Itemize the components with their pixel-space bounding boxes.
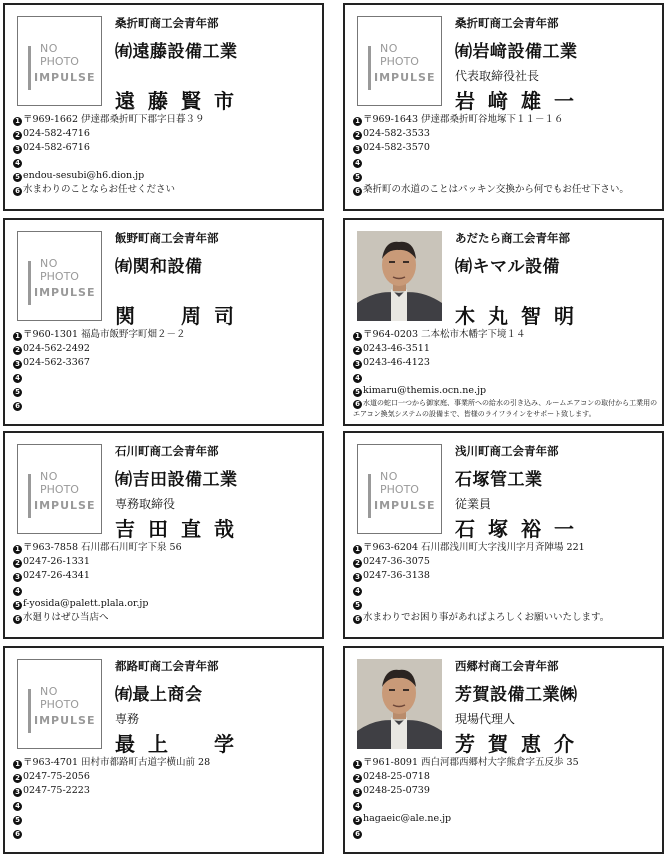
number-marker: 2 (13, 346, 22, 355)
no-photo-placeholder: NO PHOTO IMPULSE (357, 16, 442, 106)
company-name: ㈲関和設備 (115, 257, 203, 277)
job-title: 専務 (115, 712, 140, 726)
no-photo-placeholder: NO PHOTO IMPULSE (17, 659, 102, 749)
business-card (3, 3, 324, 211)
info-text: 0243-46-3511 (363, 343, 430, 354)
number-marker: 2 (353, 131, 362, 140)
business-card (343, 646, 664, 854)
info-text: 0247-26-1331 (23, 556, 90, 567)
person-name: 遠藤賢市 (115, 89, 247, 113)
info-text: 〒964-0203 二本松市木幡字下境１４ (363, 329, 526, 340)
number-marker: 6 (13, 187, 22, 196)
number-marker: 5 (353, 601, 362, 610)
company-name: ㈲最上商会 (115, 685, 203, 705)
number-marker: 6 (13, 402, 22, 411)
info-text: 024-582-3570 (363, 142, 430, 153)
number-marker: 3 (13, 573, 22, 582)
contact-info (353, 541, 663, 625)
info-text: 水まわりでお困り事があればよろしくお願いいたします。 (363, 612, 610, 623)
association-name: 桑折町商工会青年部 (455, 16, 559, 30)
association-name: 石川町商工会青年部 (115, 444, 219, 458)
business-card (3, 218, 324, 426)
info-line (13, 384, 323, 398)
info-line (353, 555, 663, 569)
info-line (13, 113, 323, 127)
info-line (353, 541, 663, 555)
company-name: ㈲キマル設備 (455, 257, 560, 277)
job-title: 代表取締役社長 (455, 69, 540, 83)
number-marker: 5 (13, 388, 22, 397)
number-marker: 2 (353, 346, 362, 355)
association-name: 都路町商工会青年部 (115, 659, 219, 673)
job-title: 現場代理人 (455, 712, 516, 726)
info-line (353, 384, 663, 398)
number-marker: 1 (353, 332, 362, 341)
number-marker: 4 (353, 374, 362, 383)
number-marker: 4 (353, 159, 362, 168)
number-marker: 5 (13, 601, 22, 610)
info-text: f-yosida@palett.plala.or.jp (23, 598, 149, 609)
no-photo-placeholder: NO PHOTO IMPULSE (17, 231, 102, 321)
info-line (13, 127, 323, 141)
number-marker: 1 (13, 545, 22, 554)
info-text: 0243-46-4123 (363, 357, 430, 368)
info-line (353, 611, 663, 625)
info-line (13, 812, 323, 826)
number-marker: 5 (353, 388, 362, 397)
company-name: ㈲遠藤設備工業 (115, 42, 238, 62)
no-photo-placeholder: NO PHOTO IMPULSE (357, 444, 442, 534)
number-marker: 3 (13, 360, 22, 369)
info-line (353, 770, 663, 784)
info-line (13, 169, 323, 183)
association-name: 西郷村商工会青年部 (455, 659, 559, 673)
info-line (13, 611, 323, 625)
info-text: 水廻りはぜひ当店へ (23, 612, 109, 623)
business-card (343, 3, 664, 211)
number-marker: 3 (353, 573, 362, 582)
info-line (13, 398, 323, 412)
info-line (13, 597, 323, 611)
person-name: 最上 学 (115, 732, 247, 756)
info-text: 桑折町の水道のことはパッキン交換から何でもお任せ下さい。 (363, 184, 629, 195)
info-text: 〒960-1301 福島市飯野字町畑２－２ (23, 329, 186, 340)
company-name: ㈲岩﨑設備工業 (455, 42, 578, 62)
person-photo (357, 231, 442, 321)
info-text: 0247-36-3138 (363, 570, 430, 581)
info-line (353, 798, 663, 812)
info-line (353, 583, 663, 597)
job-title: 専務取締役 (115, 497, 176, 511)
job-title: 従業員 (455, 497, 492, 511)
info-line (353, 342, 663, 356)
number-marker: 1 (13, 760, 22, 769)
number-marker: 5 (13, 173, 22, 182)
info-text: 0248-25-0739 (363, 785, 430, 796)
info-line (353, 141, 663, 155)
contact-info (13, 756, 323, 840)
info-text: 〒969-1662 伊達郡桑折町下郡字日暮３９ (23, 114, 205, 125)
contact-info (353, 113, 663, 197)
info-line (13, 155, 323, 169)
info-text: 〒961-8091 西白河郡西郷村大字熊倉字五反歩 35 (363, 757, 579, 768)
association-name: 飯野町商工会青年部 (115, 231, 219, 245)
company-name: ㈲吉田設備工業 (115, 470, 238, 490)
info-line (353, 113, 663, 127)
info-line (353, 169, 663, 183)
info-line (353, 183, 663, 197)
number-marker: 3 (13, 788, 22, 797)
info-text: endou-sesubi@h6.dion.jp (23, 170, 145, 181)
person-name: 吉田直哉 (115, 517, 247, 541)
contact-info (353, 756, 663, 840)
info-line (353, 398, 663, 419)
info-line (353, 812, 663, 826)
person-name: 芳賀恵介 (455, 732, 587, 756)
number-marker: 4 (13, 374, 22, 383)
info-line (13, 555, 323, 569)
number-marker: 3 (353, 788, 362, 797)
number-marker: 4 (353, 587, 362, 596)
business-card (3, 431, 324, 639)
number-marker: 2 (13, 559, 22, 568)
number-marker: 5 (353, 816, 362, 825)
number-marker: 4 (353, 802, 362, 811)
info-line (13, 356, 323, 370)
number-marker: 4 (13, 802, 22, 811)
info-text: 0248-25-0718 (363, 771, 430, 782)
number-marker: 1 (353, 117, 362, 126)
number-marker: 2 (13, 131, 22, 140)
info-text: 0247-36-3075 (363, 556, 430, 567)
number-marker: 6 (13, 830, 22, 839)
info-line (13, 541, 323, 555)
info-text: 水道の蛇口一つから御家庭、事業所への給水の引き込み、ルームエアコンの取付から工業用のエアコン換気システムの設備まで、皆様のライフラインをサポート致します。 (353, 399, 658, 418)
info-line (353, 597, 663, 611)
info-line (13, 342, 323, 356)
contact-info (13, 113, 323, 197)
person-name: 岩﨑雄一 (455, 89, 587, 113)
number-marker: 2 (13, 774, 22, 783)
number-marker: 3 (13, 145, 22, 154)
info-text: 水まわりのことならお任せください (23, 184, 176, 195)
no-photo-placeholder: NO PHOTO IMPULSE (17, 444, 102, 534)
person-photo (357, 659, 442, 749)
info-line (353, 127, 663, 141)
person-name: 木丸智明 (455, 304, 587, 328)
business-card (3, 646, 324, 854)
number-marker: 6 (13, 615, 22, 624)
info-line (353, 826, 663, 840)
number-marker: 5 (353, 173, 362, 182)
info-line (353, 155, 663, 169)
info-text: 024-562-3367 (23, 357, 90, 368)
info-text: 0247-75-2223 (23, 785, 90, 796)
info-line (13, 569, 323, 583)
number-marker: 1 (13, 332, 22, 341)
info-text: 〒963-7858 石川郡石川町字下泉 56 (23, 542, 182, 553)
person-name: 石塚裕一 (455, 517, 587, 541)
number-marker: 3 (353, 360, 362, 369)
number-marker: 6 (353, 615, 362, 624)
info-text: 024-582-3533 (363, 128, 430, 139)
business-card (343, 431, 664, 639)
company-name: 芳賀設備工業㈱ (455, 685, 578, 705)
contact-info (13, 328, 323, 412)
company-name: 石塚管工業 (455, 470, 543, 490)
info-line (353, 370, 663, 384)
contact-info (13, 541, 323, 625)
info-line (13, 583, 323, 597)
info-text: 〒969-1643 伊達郡桑折町谷地塚下１１－１６ (363, 114, 564, 125)
info-text: 0247-26-4341 (23, 570, 90, 581)
info-text: 024-582-6716 (23, 142, 90, 153)
info-text: kimaru@themis.ocn.ne.jp (363, 385, 487, 396)
no-photo-placeholder: NO PHOTO IMPULSE (17, 16, 102, 106)
number-marker: 1 (13, 117, 22, 126)
number-marker: 2 (353, 559, 362, 568)
info-line (13, 328, 323, 342)
info-line (13, 756, 323, 770)
contact-info (353, 328, 663, 419)
number-marker: 6 (353, 830, 362, 839)
info-line (353, 328, 663, 342)
info-line (13, 784, 323, 798)
person-name: 関 周司 (115, 304, 247, 328)
number-marker: 1 (353, 760, 362, 769)
number-marker: 6 (353, 187, 362, 196)
number-marker: 1 (353, 545, 362, 554)
association-name: 浅川町商工会青年部 (455, 444, 559, 458)
info-text: 024-582-4716 (23, 128, 90, 139)
association-name: あだたら商工会青年部 (455, 231, 570, 245)
info-line (353, 569, 663, 583)
info-line (13, 798, 323, 812)
number-marker: 5 (13, 816, 22, 825)
number-marker: 4 (13, 159, 22, 168)
info-text: 〒963-4701 田村市都路町古道字横山前 28 (23, 757, 211, 768)
info-line (353, 356, 663, 370)
info-line (13, 826, 323, 840)
number-marker: 2 (353, 774, 362, 783)
info-text: 0247-75-2056 (23, 771, 90, 782)
info-line (353, 756, 663, 770)
info-text: 〒963-6204 石川郡浅川町大字浅川字月斉陣場 221 (363, 542, 585, 553)
info-line (353, 784, 663, 798)
info-line (13, 183, 323, 197)
business-card (343, 218, 664, 426)
association-name: 桑折町商工会青年部 (115, 16, 219, 30)
number-marker: 3 (353, 145, 362, 154)
info-line (13, 141, 323, 155)
number-marker: 6 (353, 400, 362, 409)
info-line (13, 370, 323, 384)
number-marker: 4 (13, 587, 22, 596)
info-text: 024-562-2492 (23, 343, 90, 354)
info-text: hagaeic@ale.ne.jp (363, 813, 452, 824)
info-line (13, 770, 323, 784)
